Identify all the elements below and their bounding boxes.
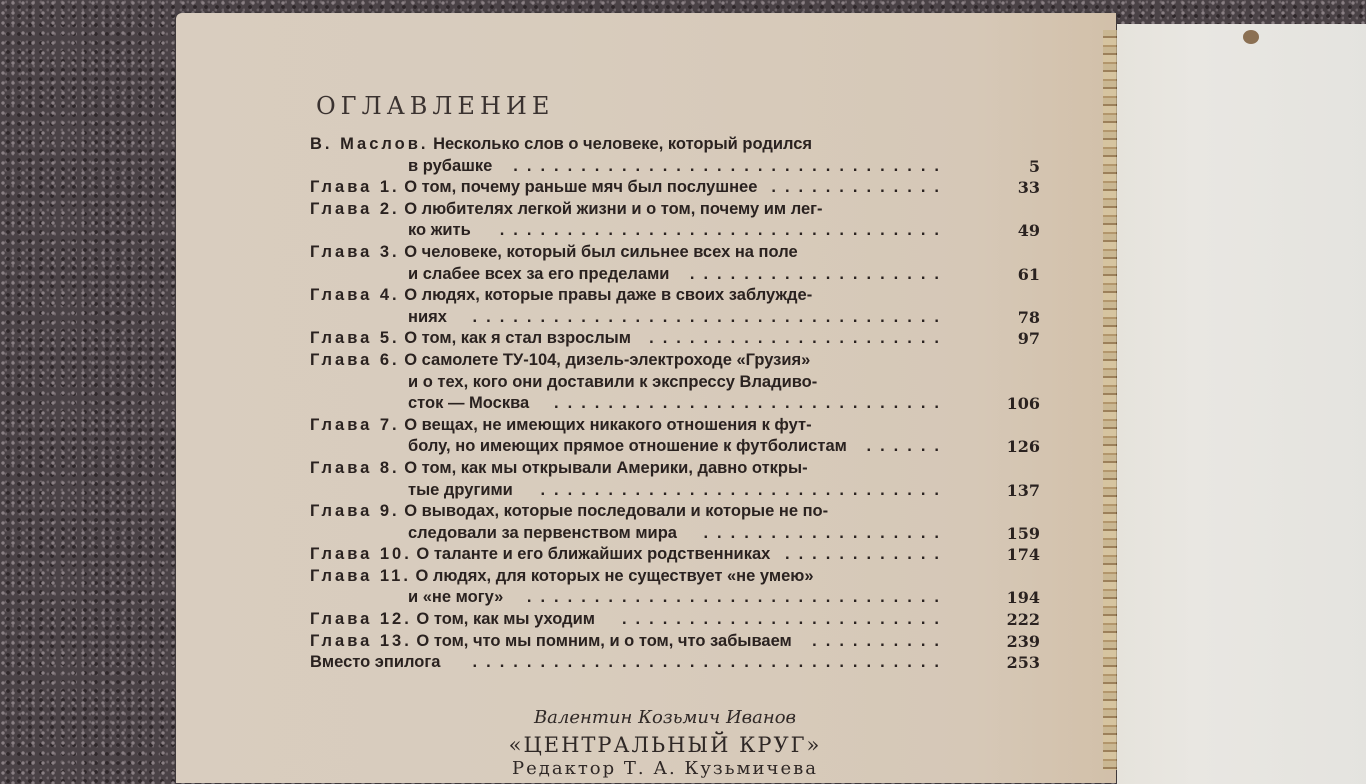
toc-entry-title: и о тех, кого они доставили к экспрессу Владиво- — [408, 372, 818, 391]
toc-entry-line — [310, 544, 1040, 566]
toc-entry-text — [310, 350, 810, 372]
toc-entry-prefix: Глава 4. — [310, 286, 400, 305]
toc-page-number: 61 — [1017, 264, 1040, 284]
leader-dots: ................................... — [472, 307, 948, 326]
toc-entry-text — [408, 480, 513, 502]
toc-entry-text — [310, 631, 792, 653]
toc-entry-prefix: Глава 11. — [310, 566, 411, 585]
toc-entry-text — [310, 501, 828, 523]
toc-entry-line — [310, 566, 1040, 588]
leader-dots: ...... — [866, 437, 948, 456]
toc-entry-text — [310, 285, 812, 307]
toc-entry-line — [310, 264, 1040, 286]
toc-entry-title: О вещах, не имеющих никакого отношения к фут- — [404, 415, 812, 434]
toc-entry-prefix: Глава 12. — [310, 610, 412, 629]
toc-entry-text — [408, 436, 847, 458]
toc-entry-line — [310, 134, 1040, 156]
toc-entry-line — [310, 480, 1040, 502]
toc-entry-title: О том, как я стал взрослым — [404, 329, 631, 348]
toc-entry-title: Несколько слов о человеке, который родился — [433, 135, 813, 153]
toc-entry-text — [310, 415, 812, 437]
toc-entry-line — [310, 523, 1040, 545]
toc-entry-line — [310, 372, 1040, 394]
leader-dots: ........................ — [621, 610, 948, 629]
leader-dots: .......... — [812, 631, 948, 650]
toc-entry-line — [310, 458, 1040, 480]
toc-entry-prefix: Глава 6. — [310, 350, 400, 369]
toc-entry-prefix: Глава 5. — [310, 329, 400, 348]
toc-entry-text — [310, 544, 770, 566]
toc-page-number: 5 — [1028, 156, 1040, 176]
toc-page-number: 222 — [1006, 610, 1040, 630]
toc-entry-prefix: Глава 1. — [310, 178, 400, 197]
toc-entry-title: О человеке, который был сильнее всех на поле — [404, 242, 798, 261]
leader-dots: .................. — [703, 523, 948, 542]
leader-dots: ............. — [771, 178, 948, 197]
toc-entry-prefix: Глава 8. — [310, 458, 400, 477]
toc-entry-title: О людях, которые правы даже в своих заблужде- — [404, 286, 813, 305]
toc-entry-prefix: Глава 9. — [310, 502, 400, 521]
toc-entry-line — [310, 307, 1040, 329]
toc-entry-text — [310, 177, 757, 199]
toc-entry-title: в рубашке — [408, 156, 493, 175]
toc-entry-prefix: Глава 2. — [310, 199, 400, 218]
toc-entry-line — [310, 328, 1040, 350]
toc-page-number: 137 — [1006, 480, 1040, 500]
toc-page-number: 78 — [1017, 307, 1040, 327]
toc-entry-line — [310, 393, 1040, 415]
book-page-right — [1117, 24, 1366, 784]
toc-entry-line — [310, 652, 1040, 674]
toc-entry-title: О выводах, которые последовали и которые не по- — [404, 502, 829, 521]
toc-entry-title: О самолете ТУ-104, дизель-электроходе «Грузия» — [404, 350, 811, 369]
toc-entry-prefix: В. Маслов. — [310, 135, 429, 153]
leader-dots: ................................ — [513, 156, 948, 175]
toc-entry-line — [310, 156, 1040, 178]
toc-entry-text — [310, 199, 823, 221]
toc-entry-text — [408, 523, 677, 545]
leader-dots: ................... — [689, 264, 948, 283]
toc-entry-title: О том, как мы открывали Америки, давно откры- — [404, 458, 808, 477]
toc-entry-prefix: Глава 10. — [310, 545, 412, 564]
toc-entry-title: О таланте и его ближайших родственниках — [416, 545, 771, 564]
toc-page-number: 159 — [1006, 523, 1040, 543]
toc-page-number: 174 — [1006, 545, 1040, 565]
toc-page-number: 194 — [1006, 588, 1040, 608]
toc-page-number: 106 — [1006, 394, 1040, 414]
toc-entry-title: О том, как мы уходим — [416, 610, 595, 629]
toc-entry-title: О людях, для которых не существует «не умею» — [415, 566, 814, 585]
toc-entry-title: и слабее всех за его пределами — [408, 264, 670, 283]
toc-entry-text — [310, 242, 798, 264]
table-of-contents — [310, 134, 1040, 674]
toc-entry-prefix: Глава 7. — [310, 415, 400, 434]
toc-entry-line — [310, 415, 1040, 437]
toc-entry-line — [310, 631, 1040, 653]
toc-entry-line — [310, 609, 1040, 631]
toc-entry-prefix: Глава 3. — [310, 242, 400, 261]
leader-dots: ...................... — [649, 329, 948, 348]
toc-page-number: 49 — [1017, 221, 1040, 241]
paper-stain — [1243, 30, 1259, 44]
toc-page-number: 126 — [1006, 437, 1040, 457]
toc-heading: ОГЛАВЛЕНИЕ — [316, 92, 555, 120]
toc-page-number: 33 — [1017, 178, 1040, 198]
toc-entry-text — [408, 156, 492, 178]
toc-entry-title: болу, но имеющих прямое отношение к футболистам — [408, 437, 847, 456]
toc-entry-line — [310, 199, 1040, 221]
toc-entry-title: О любителях легкой жизни и о том, почему им лег- — [404, 199, 823, 218]
toc-page-number: 253 — [1006, 653, 1040, 673]
toc-entry-text — [408, 587, 503, 609]
toc-entry-text — [310, 458, 808, 480]
leader-dots: ................................... — [472, 653, 948, 672]
toc-entry-title: ко жить — [408, 221, 471, 240]
page-torn-edge — [1103, 30, 1117, 770]
toc-entry-line — [310, 177, 1040, 199]
leader-dots: ................................. — [499, 221, 948, 240]
toc-entry-line — [310, 436, 1040, 458]
toc-entry-text — [310, 328, 631, 350]
toc-entry-title: сток — Москва — [408, 394, 530, 413]
leader-dots: .............................. — [540, 480, 948, 499]
toc-entry-text — [408, 307, 447, 329]
toc-entry-text — [408, 220, 471, 242]
toc-entry-text — [310, 609, 595, 631]
toc-entry-title: Вместо эпилога — [310, 653, 441, 672]
toc-entry-title: ниях — [408, 307, 447, 326]
toc-page-number: 97 — [1017, 329, 1040, 349]
toc-entry-line — [310, 587, 1040, 609]
toc-entry-title: и «не могу» — [408, 588, 504, 607]
toc-entry-title: О том, почему раньше мяч был послушнее — [404, 178, 758, 197]
imprint-book-title: «ЦЕНТРАЛЬНЫЙ КРУГ» — [508, 733, 822, 757]
toc-entry-title: О том, что мы помним, и о том, что забываем — [416, 631, 792, 650]
toc-entry-text — [408, 264, 669, 286]
leader-dots: ............................. — [554, 394, 948, 413]
toc-entry-line — [310, 285, 1040, 307]
toc-entry-text — [310, 134, 812, 156]
imprint-editor: Редактор Т. А. Кузьмичева — [512, 758, 818, 779]
toc-entry-text — [310, 652, 440, 674]
toc-entry-line — [310, 350, 1040, 372]
toc-entry-text — [310, 566, 814, 588]
toc-page-number: 239 — [1006, 631, 1040, 651]
toc-entry-line — [310, 220, 1040, 242]
toc-entry-text — [408, 393, 529, 415]
leader-dots: ............ — [784, 545, 948, 564]
toc-entry-title: следовали за первенством мира — [408, 523, 677, 542]
toc-entry-prefix: Глава 13. — [310, 631, 412, 650]
leader-dots: ............................... — [526, 588, 948, 607]
toc-entry-line — [310, 242, 1040, 264]
toc-entry-text — [408, 372, 817, 394]
imprint-author: Валентин Козьмич Иванов — [533, 707, 797, 728]
toc-entry-title: тые другими — [408, 480, 513, 499]
toc-entry-line — [310, 501, 1040, 523]
